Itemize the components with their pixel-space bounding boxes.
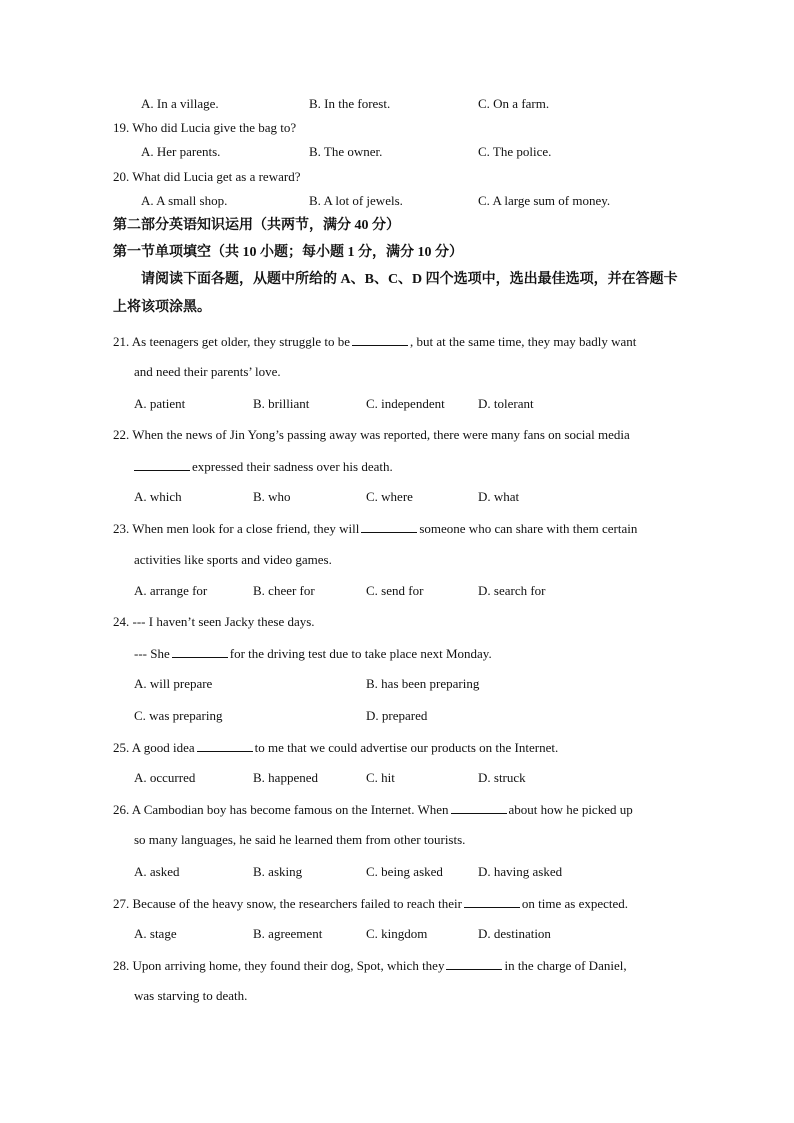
q23-text-b: someone who can share with them certain [419, 521, 638, 536]
q28-text-b: in the charge of Daniel, [504, 958, 627, 973]
q25-option-c: C. hit [366, 770, 395, 785]
q22-text-b: expressed their sadness over his death. [192, 459, 393, 474]
q26-option-b: B. asking [253, 864, 303, 879]
q22-option-c: C. where [366, 489, 413, 504]
q21-stem-line-1 [113, 333, 636, 350]
q18-option-c: C. On a farm. [478, 96, 550, 111]
q23-stem-line-2: activities like sports and video games. [134, 552, 332, 567]
instructions-line-2: 上将该项涂黑。 [113, 300, 211, 315]
q22-blank [134, 458, 190, 471]
q23-text-a: 23. When men look for a close friend, they will [113, 521, 360, 536]
q23-option-d: D. search for [478, 583, 546, 598]
q21-option-d: D. tolerant [478, 396, 534, 411]
q21-stem-line-2: and need their parents’ love. [134, 364, 281, 379]
q25-option-d: D. struck [478, 770, 526, 785]
q22-option-b: B. who [253, 489, 291, 504]
q26-option-d: D. having asked [478, 864, 563, 879]
q21-blank [352, 333, 408, 346]
q23-stem-line-1 [113, 520, 637, 537]
section1-title: 第一节单项填空（共 10 小题；每小题 1 分，满分 10 分） [113, 245, 463, 260]
q26-option-c: C. being asked [366, 864, 443, 879]
q27-option-a: A. stage [134, 926, 177, 941]
q23-option-a: A. arrange for [134, 583, 208, 598]
q18-option-b: B. In the forest. [309, 96, 391, 111]
q27-text-a: 27. Because of the heavy snow, the researchers failed to reach their [113, 896, 462, 911]
q28-stem-line-1 [113, 957, 627, 974]
q21-option-c: C. independent [366, 396, 445, 411]
q24-blank [172, 645, 228, 658]
q27-stem [113, 895, 628, 912]
q24-text-b: --- She [134, 646, 170, 661]
q24-text-c: for the driving test due to take place next Monday. [229, 646, 492, 661]
q26-stem-line-1 [113, 801, 633, 818]
q24-stem-line-2 [134, 645, 492, 662]
q25-stem [113, 739, 558, 756]
q24-option-b: B. has been preparing [366, 676, 480, 691]
q23-blank [361, 520, 417, 533]
q23-option-b: B. cheer for [253, 583, 315, 598]
q18-option-a: A. In a village. [141, 96, 219, 111]
q26-option-a: A. asked [134, 864, 180, 879]
q24-option-d: D. prepared [366, 708, 428, 723]
q27-option-b: B. agreement [253, 926, 323, 941]
q24-stem-line-1: 24. --- I haven’t seen Jacky these days. [113, 614, 315, 629]
q22-stem-line-2 [134, 458, 393, 475]
q26-text-a: 26. A Cambodian boy has become famous on the Internet. When [113, 802, 449, 817]
q26-stem-line-2: so many languages, he said he learned them from other tourists. [134, 832, 466, 847]
q26-blank [451, 801, 507, 814]
q19-option-c: C. The police. [478, 144, 552, 159]
q25-option-b: B. happened [253, 770, 318, 785]
q19-option-a: A. Her parents. [141, 144, 221, 159]
q28-stem-line-2: was starving to death. [134, 988, 248, 1003]
q19-option-b: B. The owner. [309, 144, 383, 159]
q19-stem: 19. Who did Lucia give the bag to? [113, 120, 297, 135]
q27-option-d: D. destination [478, 926, 551, 941]
part2-title: 第二部分英语知识运用（共两节，满分 40 分） [113, 218, 400, 233]
q21-text-b: , but at the same time, they may badly want [410, 334, 637, 349]
q21-option-a: A. patient [134, 396, 186, 411]
q21-option-b: B. brilliant [253, 396, 310, 411]
instructions-line-1: 请阅读下面各题，从题中所给的 A、B、C、D 四个选项中，选出最佳选项，并在答题卡 [141, 272, 678, 287]
q25-option-a: A. occurred [134, 770, 196, 785]
q26-text-b: about how he picked up [508, 802, 633, 817]
q27-text-b: on time as expected. [521, 896, 629, 911]
q27-blank [464, 895, 520, 908]
q25-text-a: 25. A good idea [113, 740, 195, 755]
q20-option-b: B. A lot of jewels. [309, 193, 403, 208]
q22-option-a: A. which [134, 489, 182, 504]
q24-option-a: A. will prepare [134, 676, 213, 691]
q20-stem: 20. What did Lucia get as a reward? [113, 169, 301, 184]
q25-blank [197, 739, 253, 752]
q20-option-a: A. A small shop. [141, 193, 228, 208]
q20-option-c: C. A large sum of money. [478, 193, 611, 208]
q27-option-c: C. kingdom [366, 926, 428, 941]
q28-text-a: 28. Upon arriving home, they found their dog, Spot, which they [113, 958, 445, 973]
q23-option-c: C. send for [366, 583, 424, 598]
q22-option-d: D. what [478, 489, 520, 504]
q22-stem-line-1: 22. When the news of Jin Yong’s passing away was reported, there were many fans on social media [113, 427, 630, 442]
q28-blank [446, 957, 502, 970]
q24-option-c: C. was preparing [134, 708, 223, 723]
q21-text-a: 21. As teenagers get older, they struggle to be [113, 334, 351, 349]
q25-text-b: to me that we could advertise our products on the Internet. [254, 740, 559, 755]
